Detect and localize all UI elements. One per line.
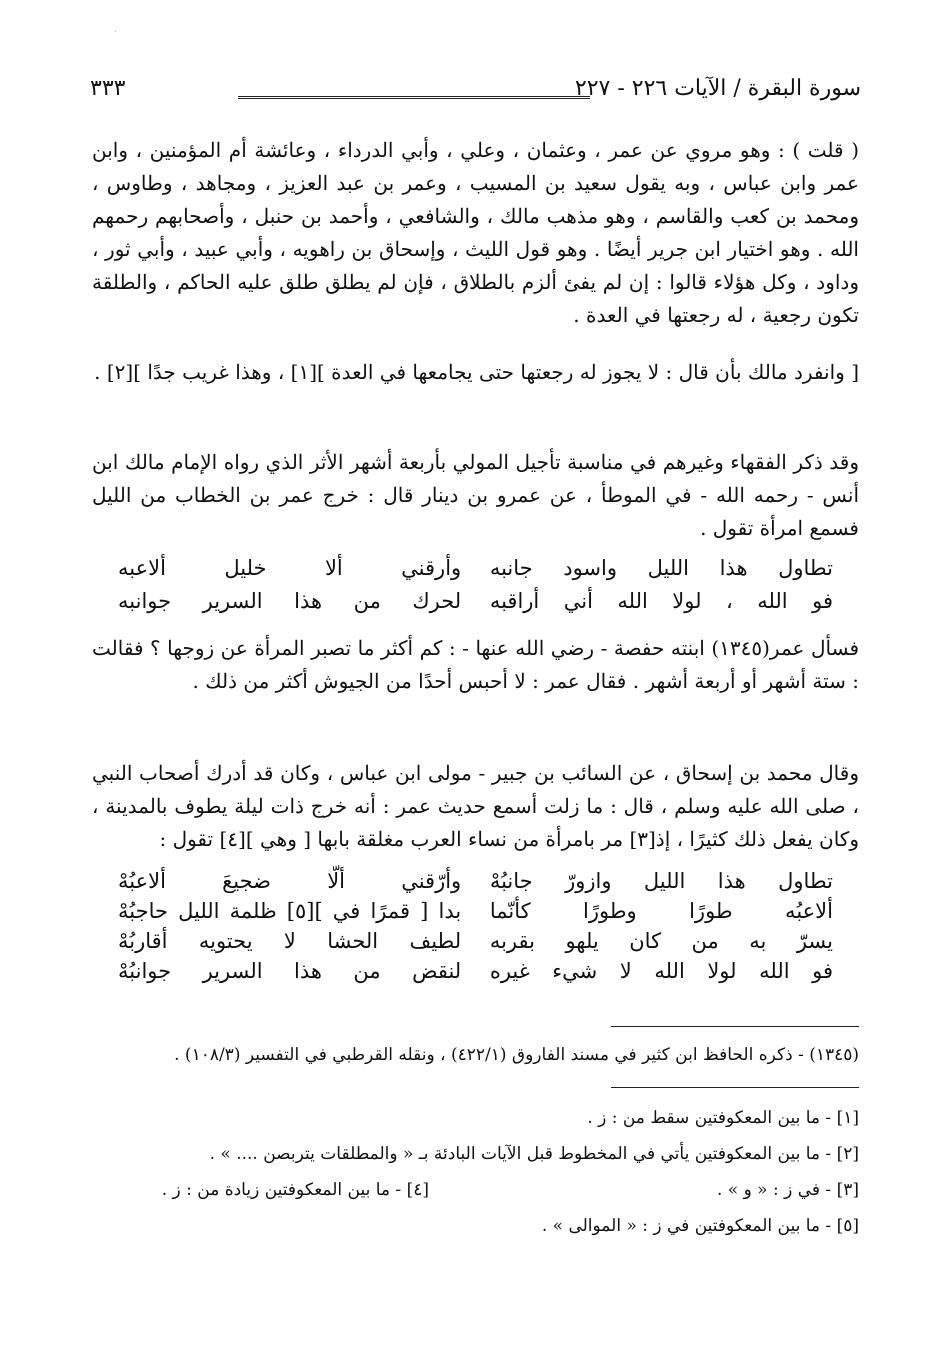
- verse-first-hemistich: تطاول هذا الليل واسود جانبه: [489, 556, 833, 580]
- paragraph-3: وقد ذكر الفقهاء وغيرهم في مناسبة تأجيل المولي بأربعة أشهر الأثر الذي رواه الإمام مالك ابن أنس - رحمه الله - في الموطأ ، عن عمرو بن دينار قال : خرج عمر بن الخطاب من الليل فسمع امرأة تقول .: [92, 450, 859, 540]
- verse-second-hemistich: لحرك من هذا السرير جوانبه: [118, 589, 462, 613]
- verse-second-hemistich: وأرقني ألا خليل ألاعبه: [118, 556, 462, 580]
- poem-2: [118, 866, 833, 986]
- poem-verse: [118, 866, 833, 896]
- page-number: ٣٣٣: [90, 76, 126, 101]
- verse-second-hemistich: لطيف الحشا لا يحتويه أقاربُهْ: [118, 929, 462, 953]
- poem-verse: [118, 552, 833, 585]
- paragraph-1: ( قلت ) : وهو مروي عن عمر ، وعثمان ، وعلي ، وأبي الدرداء ، وعائشة أم المؤمنين ، وابن عمر وابن عباس ، وبه يقول سعيد بن المسيب ، وعمر بن عبد العزيز ، ومجاهد ، وطاوس ، ومحمد بن كعب والقاسم ، وهو مذهب مالك ، والشافعي ، وأحمد بن حنبل ، وأصحابهم رحمهم الله . وهو اختيار ابن جرير أيضًا . وهو قول الليث ، وإسحاق بن راهويه ، وأبي عبيد ، وأبي ثور ، وداود ، وكل هؤلاء قالوا : إن لم يفئ ألزم بالطلاق ، فإن لم يطلق طلق عليه الحاكم ، والطلقة تكون رجعية ، له رجعتها في العدة .: [92, 138, 859, 327]
- verse-first-hemistich: يسرّ به من كان يلهو بقربه: [489, 929, 833, 953]
- verse-first-hemistich: ألاعبُه طورًا وطورًا كأنّما: [489, 899, 833, 923]
- footnote-divider: [611, 1026, 859, 1027]
- poem-verse: [118, 585, 833, 618]
- verse-second-hemistich: لنقض من هذا السرير جوانبُهْ: [118, 959, 462, 983]
- editor-notes-divider: [611, 1087, 859, 1088]
- page-header: [90, 76, 861, 110]
- poem-verse: [118, 926, 833, 956]
- footnote-1345: (١٣٤٥) - ذكره الحافظ ابن كثير في مسند الفاروق (٤٢٢/١) ، ونقله القرطبي في التفسير (١٠٨/٣) .: [174, 1045, 859, 1065]
- editor-notes-row: [92, 1176, 859, 1204]
- poem-1: [118, 552, 833, 618]
- verse-second-hemistich: بدا [ قمرًا في ][٥] ظلمة الليل حاجبُهْ: [118, 899, 462, 923]
- scan-mark: ˏ: [114, 23, 117, 33]
- editor-note-4: [٤] - ما بين المعكوفتين زيادة من : ز .: [161, 1180, 429, 1200]
- paragraph-4: فسأل عمر(١٣٤٥) ابنته حفصة - رضي الله عنها - : كم أكثر ما تصبر المرأة عن زوجها ؟ فقالت : ستة أشهر أو أربعة أشهر . فقال عمر : لا أحبس أحدًا من الجيوش أكثر من ذلك .: [92, 636, 859, 693]
- editor-note-1: [١] - ما بين المعكوفتين سقط من : ز .: [587, 1108, 859, 1128]
- editor-note-5: [٥] - ما بين المعكوفتين في ز : « الموالى » .: [541, 1216, 859, 1236]
- surah-title: سورة البقرة / الآيات ٢٢٦ - ٢٢٧: [574, 76, 861, 101]
- header-rule: [238, 96, 590, 99]
- verse-second-hemistich: وأرّقني ألّا ضجيعَ ألاعبُهْ: [118, 869, 462, 893]
- paragraph-5: وقال محمد بن إسحاق ، عن السائب بن جبير - مولى ابن عباس ، وكان قد أدرك أصحاب النبي ، صلى الله عليه وسلم ، قال : ما زلت أسمع حديث عمر : أنه خرج ذات ليلة يطوف بالمدينة ، وكان يفعل ذلك كثيرًا ، إذ[٣] مر بامرأة من نساء العرب مغلقة بابها [ وهي ][٤] تقول :: [92, 761, 859, 851]
- poem-verse: [118, 896, 833, 926]
- verse-first-hemistich: فو الله لولا الله لا شيء غيره: [489, 959, 833, 983]
- poem-verse: [118, 956, 833, 986]
- editor-note-2: [٢] - ما بين المعكوفتين يأتي في المخطوط قبل الآيات البادئة بـ « والمطلقات يتربصن .... » .: [209, 1144, 859, 1164]
- verse-first-hemistich: فو الله ، لولا الله أني أراقبه: [489, 589, 833, 613]
- verse-first-hemistich: تطاول هذا الليل وازورّ جانبُهْ: [489, 869, 833, 893]
- editor-note-3: [٣] - في ز : « و » .: [716, 1180, 859, 1200]
- paragraph-2: [ وانفرد مالك بأن قال : لا يجوز له رجعتها حتى يجامعها في العدة ][١] ، وهذا غريب جدًا ][٢] .: [94, 360, 859, 384]
